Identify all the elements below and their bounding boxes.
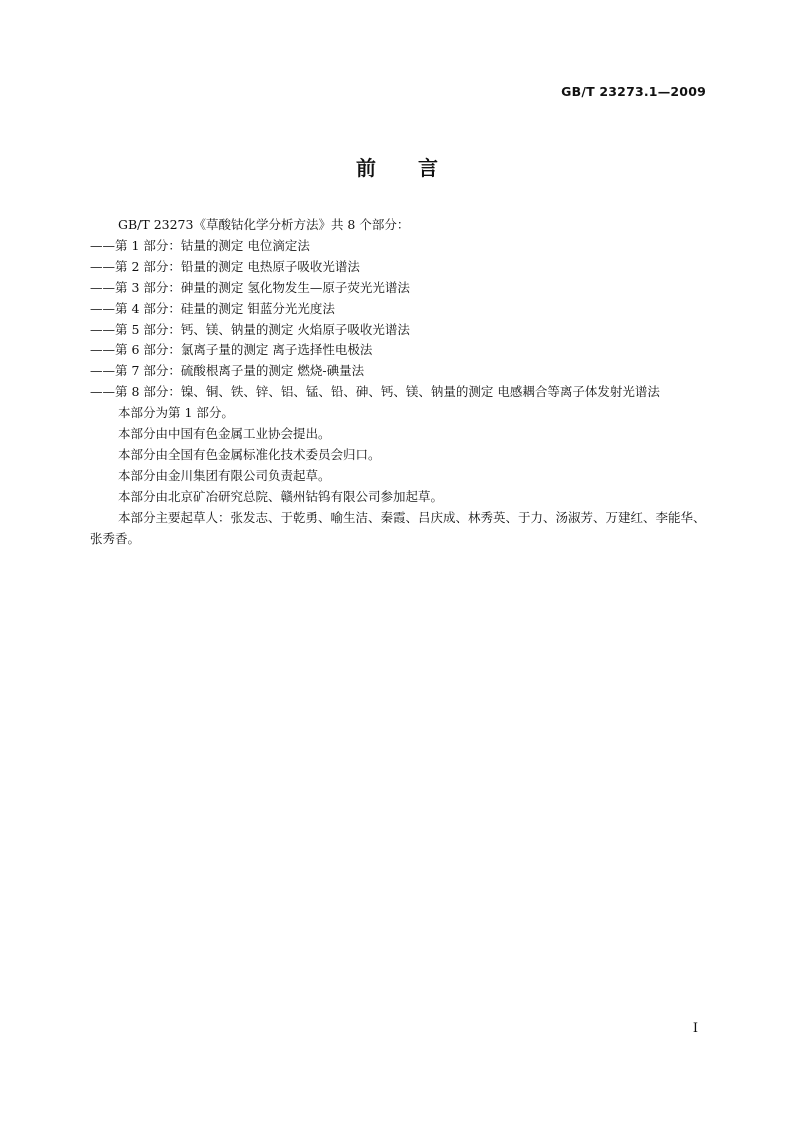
statement-under-jurisdiction: 本部分由全国有色金属标准化技术委员会归口。	[118, 446, 381, 462]
part-item-3: ——第 3 部分：砷量的测定 氢化物发生—原子荧光光谱法	[90, 279, 410, 295]
part-item-1: ——第 1 部分：钴量的测定 电位滴定法	[90, 237, 310, 253]
part-item-5: ——第 5 部分：钙、镁、钠量的测定 火焰原子吸收光谱法	[90, 321, 410, 337]
standard-code: GB/T 23273.1—2009	[561, 84, 706, 99]
part-item-6: ——第 6 部分：氯离子量的测定 离子选择性电极法	[90, 342, 373, 358]
statement-proposed-by: 本部分由中国有色金属工业协会提出。	[118, 426, 331, 442]
part-item-7: ——第 7 部分：硫酸根离子量的测定 燃烧-碘量法	[90, 363, 365, 379]
statement-part-number: 本部分为第 1 部分。	[118, 405, 234, 421]
statement-drafted-by: 本部分由金川集团有限公司负责起草。	[118, 467, 331, 483]
part-item-8: ——第 8 部分：镍、铜、铁、锌、铝、锰、铅、砷、钙、镁、钠量的测定 电感耦合等离子体发射光谱法	[90, 384, 660, 400]
intro-paragraph: GB/T 23273《草酸钴化学分析方法》共 8 个部分：	[118, 217, 410, 232]
statement-participating-drafters: 本部分由北京矿冶研究总院、赣州钴钨有限公司参加起草。	[118, 488, 444, 504]
parts-list	[90, 236, 708, 403]
page-title: 前言	[356, 156, 480, 180]
part-item-2: ——第 2 部分：铅量的测定 电热原子吸收光谱法	[90, 258, 360, 274]
part-item-4: ——第 4 部分：硅量的测定 钼蓝分光光度法	[90, 300, 335, 316]
foreword-body	[90, 215, 708, 550]
statement-main-drafters: 本部分主要起草人：张发志、于乾勇、喻生洁、秦霞、吕庆成、林秀英、于力、汤淑芳、万建红、李能华、张秀香。	[90, 509, 706, 546]
page-number: I	[692, 1021, 698, 1036]
